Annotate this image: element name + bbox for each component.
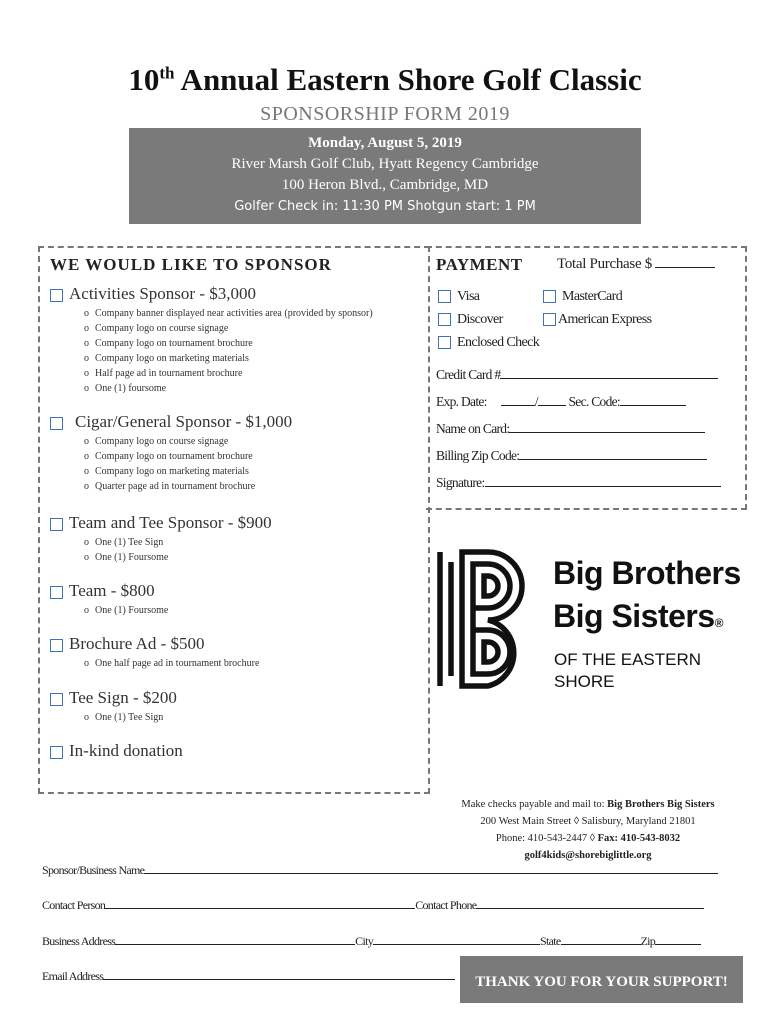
logo-line-2-text: Big Sisters: [553, 598, 715, 634]
credit-card-field[interactable]: [436, 367, 718, 383]
field-label: City: [355, 934, 374, 948]
option-label: Activities Sponsor - $3,000: [69, 284, 256, 303]
checkbox[interactable]: [50, 586, 63, 599]
field-label: State: [540, 934, 561, 948]
benefit-item: o One (1) Foursome: [84, 603, 168, 618]
benefit-item: o One (1) foursome: [84, 381, 373, 396]
sec-code-line[interactable]: [620, 394, 686, 406]
logo-line-3: OF THE EASTERN: [554, 650, 702, 669]
name-on-card-field[interactable]: [436, 421, 705, 437]
payment-check[interactable]: [438, 335, 539, 351]
sponsor-option-cigar[interactable]: [50, 412, 292, 432]
registered-mark: ®: [714, 616, 724, 630]
benefit-item: o One (1) Tee Sign: [84, 535, 168, 550]
exp-date-field[interactable]: [436, 394, 686, 410]
checkbox[interactable]: [50, 417, 63, 430]
field-label: Credit Card #: [436, 367, 501, 382]
contact-person-field[interactable]: [42, 897, 704, 913]
activities-benefits: [84, 306, 373, 396]
benefit-item: o Company banner displayed near activities area (provided by sponsor): [84, 306, 373, 321]
option-label: Team - $800: [69, 581, 155, 600]
checkbox[interactable]: [50, 289, 63, 302]
option-label: Team and Tee Sponsor - $900: [69, 513, 272, 532]
field-label: Business Address: [42, 934, 116, 948]
business-address-field[interactable]: [42, 933, 701, 949]
sponsor-option-brochure-ad[interactable]: [50, 634, 205, 654]
mail-prefix: Make checks payable and mail to:: [461, 799, 608, 810]
business-name-field[interactable]: [42, 862, 718, 878]
field-label: Zip: [640, 934, 656, 948]
option-label: Brochure Ad - $500: [69, 634, 205, 653]
team-benefits: [84, 603, 168, 618]
title-text: Annual Eastern Shore Golf Classic: [174, 62, 642, 97]
email-line[interactable]: [103, 968, 455, 980]
contact-person-line[interactable]: [105, 897, 415, 909]
total-purchase-line[interactable]: [655, 256, 715, 268]
benefit-item: o Company logo on marketing materials: [84, 351, 373, 366]
option-label: Tee Sign - $200: [69, 688, 177, 707]
logo-line-4: SHORE: [554, 672, 615, 691]
email-field[interactable]: [42, 968, 455, 984]
mail-phone-line: [428, 830, 748, 847]
option-label: In-kind donation: [69, 741, 183, 760]
checkbox[interactable]: [50, 518, 63, 531]
date-separator: /: [534, 394, 538, 409]
address-line[interactable]: [115, 933, 355, 945]
thank-you-banner: THANK YOU FOR YOUR SUPPORT!: [460, 956, 743, 1003]
sponsor-option-team[interactable]: [50, 581, 155, 601]
field-label: Email Address: [42, 969, 104, 983]
team-tee-benefits: [84, 535, 168, 565]
payment-visa[interactable]: [438, 289, 479, 305]
credit-card-line[interactable]: [500, 367, 718, 379]
benefit-item: o Company logo on course signage: [84, 321, 373, 336]
sponsor-option-tee-sign[interactable]: [50, 688, 177, 708]
name-on-card-line[interactable]: [509, 421, 705, 433]
billing-zip-field[interactable]: [436, 448, 707, 464]
benefit-item: o One half page ad in tournament brochure: [84, 656, 259, 671]
checkbox[interactable]: [438, 290, 451, 303]
tee-sign-benefits: [84, 710, 163, 725]
field-label: Contact Person: [42, 898, 106, 912]
logo-line-2: [553, 598, 723, 635]
sponsor-option-team-tee[interactable]: [50, 513, 272, 533]
field-label: Signature:: [436, 475, 485, 490]
cigar-benefits: [84, 434, 255, 494]
method-label: Discover: [457, 312, 503, 327]
payment-heading: PAYMENT: [436, 255, 523, 274]
checkbox[interactable]: [50, 693, 63, 706]
checkbox[interactable]: [438, 336, 451, 349]
event-banner: [129, 128, 641, 224]
signature-field[interactable]: [436, 475, 721, 491]
page-title: [0, 62, 770, 98]
payment-mastercard[interactable]: [543, 289, 622, 305]
payment-discover[interactable]: [438, 312, 503, 328]
sponsor-option-in-kind[interactable]: [50, 741, 183, 761]
option-label: Cigar/General Sponsor - $1,000: [75, 412, 293, 431]
mail-email-text: golf4kids@shorebiglittle.org: [524, 850, 652, 861]
title-superscript: th: [159, 63, 175, 83]
event-date: Monday, August 5, 2019: [308, 135, 462, 151]
mail-fax: Fax: 410-543-8032: [597, 833, 681, 844]
exp-year-line[interactable]: [538, 394, 566, 406]
billing-zip-line[interactable]: [519, 448, 707, 460]
field-label: Name on Card:: [436, 421, 510, 436]
checkbox[interactable]: [50, 746, 63, 759]
field-label: Contact Phone: [415, 898, 477, 912]
field-label: Sec. Code:: [568, 394, 620, 409]
field-label: Billing Zip Code:: [436, 448, 520, 463]
benefit-item: o Company logo on tournament brochure: [84, 336, 373, 351]
checkbox[interactable]: [438, 313, 451, 326]
method-label: American Express: [558, 312, 652, 327]
checkbox[interactable]: [543, 290, 556, 303]
field-label: Exp. Date:: [436, 394, 487, 409]
exp-month-line[interactable]: [501, 394, 535, 406]
event-address: 100 Heron Blvd., Cambridge, MD: [281, 177, 489, 193]
mail-address: 200 West Main Street ◊ Salisbury, Maryland 21801: [480, 816, 696, 827]
benefit-item: o Company logo on course signage: [84, 434, 255, 449]
business-name-line[interactable]: [144, 862, 718, 874]
logo-line-1: Big Brothers: [553, 555, 741, 591]
total-purchase-field[interactable]: [557, 256, 715, 273]
page-subtitle: SPONSORSHIP FORM 2019: [260, 103, 510, 125]
payment-amex[interactable]: [543, 312, 651, 328]
sponsor-heading: WE WOULD LIKE TO SPONSOR: [50, 255, 332, 274]
mail-phone: Phone: 410-543-2447 ◊: [495, 833, 598, 844]
benefit-item: o One (1) Foursome: [84, 550, 168, 565]
benefit-item: o One (1) Tee Sign: [84, 710, 163, 725]
bbbs-logo-icon: [436, 548, 536, 690]
mailing-info: [428, 796, 748, 864]
signature-line[interactable]: [485, 475, 721, 487]
brochure-ad-benefits: [84, 656, 259, 671]
checkbox[interactable]: [50, 639, 63, 652]
method-label: MasterCard: [562, 289, 623, 304]
contact-phone-line[interactable]: [476, 897, 704, 909]
state-line[interactable]: [561, 933, 641, 945]
benefit-item: o Quarter page ad in tournament brochure: [84, 479, 255, 494]
total-purchase-label: Total Purchase $: [557, 256, 652, 272]
mail-org: Big Brothers Big Sisters: [607, 799, 715, 810]
mail-payable-line: [428, 796, 748, 813]
title-number: 10: [128, 62, 160, 97]
sponsor-option-activities[interactable]: [50, 284, 256, 304]
checkbox[interactable]: [543, 313, 556, 326]
field-label: Sponsor/Business Name: [42, 863, 145, 877]
zip-line[interactable]: [655, 933, 701, 945]
benefit-item: o Company logo on marketing materials: [84, 464, 255, 479]
method-label: Visa: [457, 289, 480, 304]
city-line[interactable]: [373, 933, 540, 945]
event-venue: River Marsh Golf Club, Hyatt Regency Cambridge: [231, 156, 539, 172]
benefit-item: o Company logo on tournament brochure: [84, 449, 255, 464]
event-times: Golfer Check in: 11:30 PM Shotgun start: 1 PM: [234, 199, 536, 214]
method-label: Enclosed Check: [457, 335, 540, 350]
benefit-item: o Half page ad in tournament brochure: [84, 366, 373, 381]
